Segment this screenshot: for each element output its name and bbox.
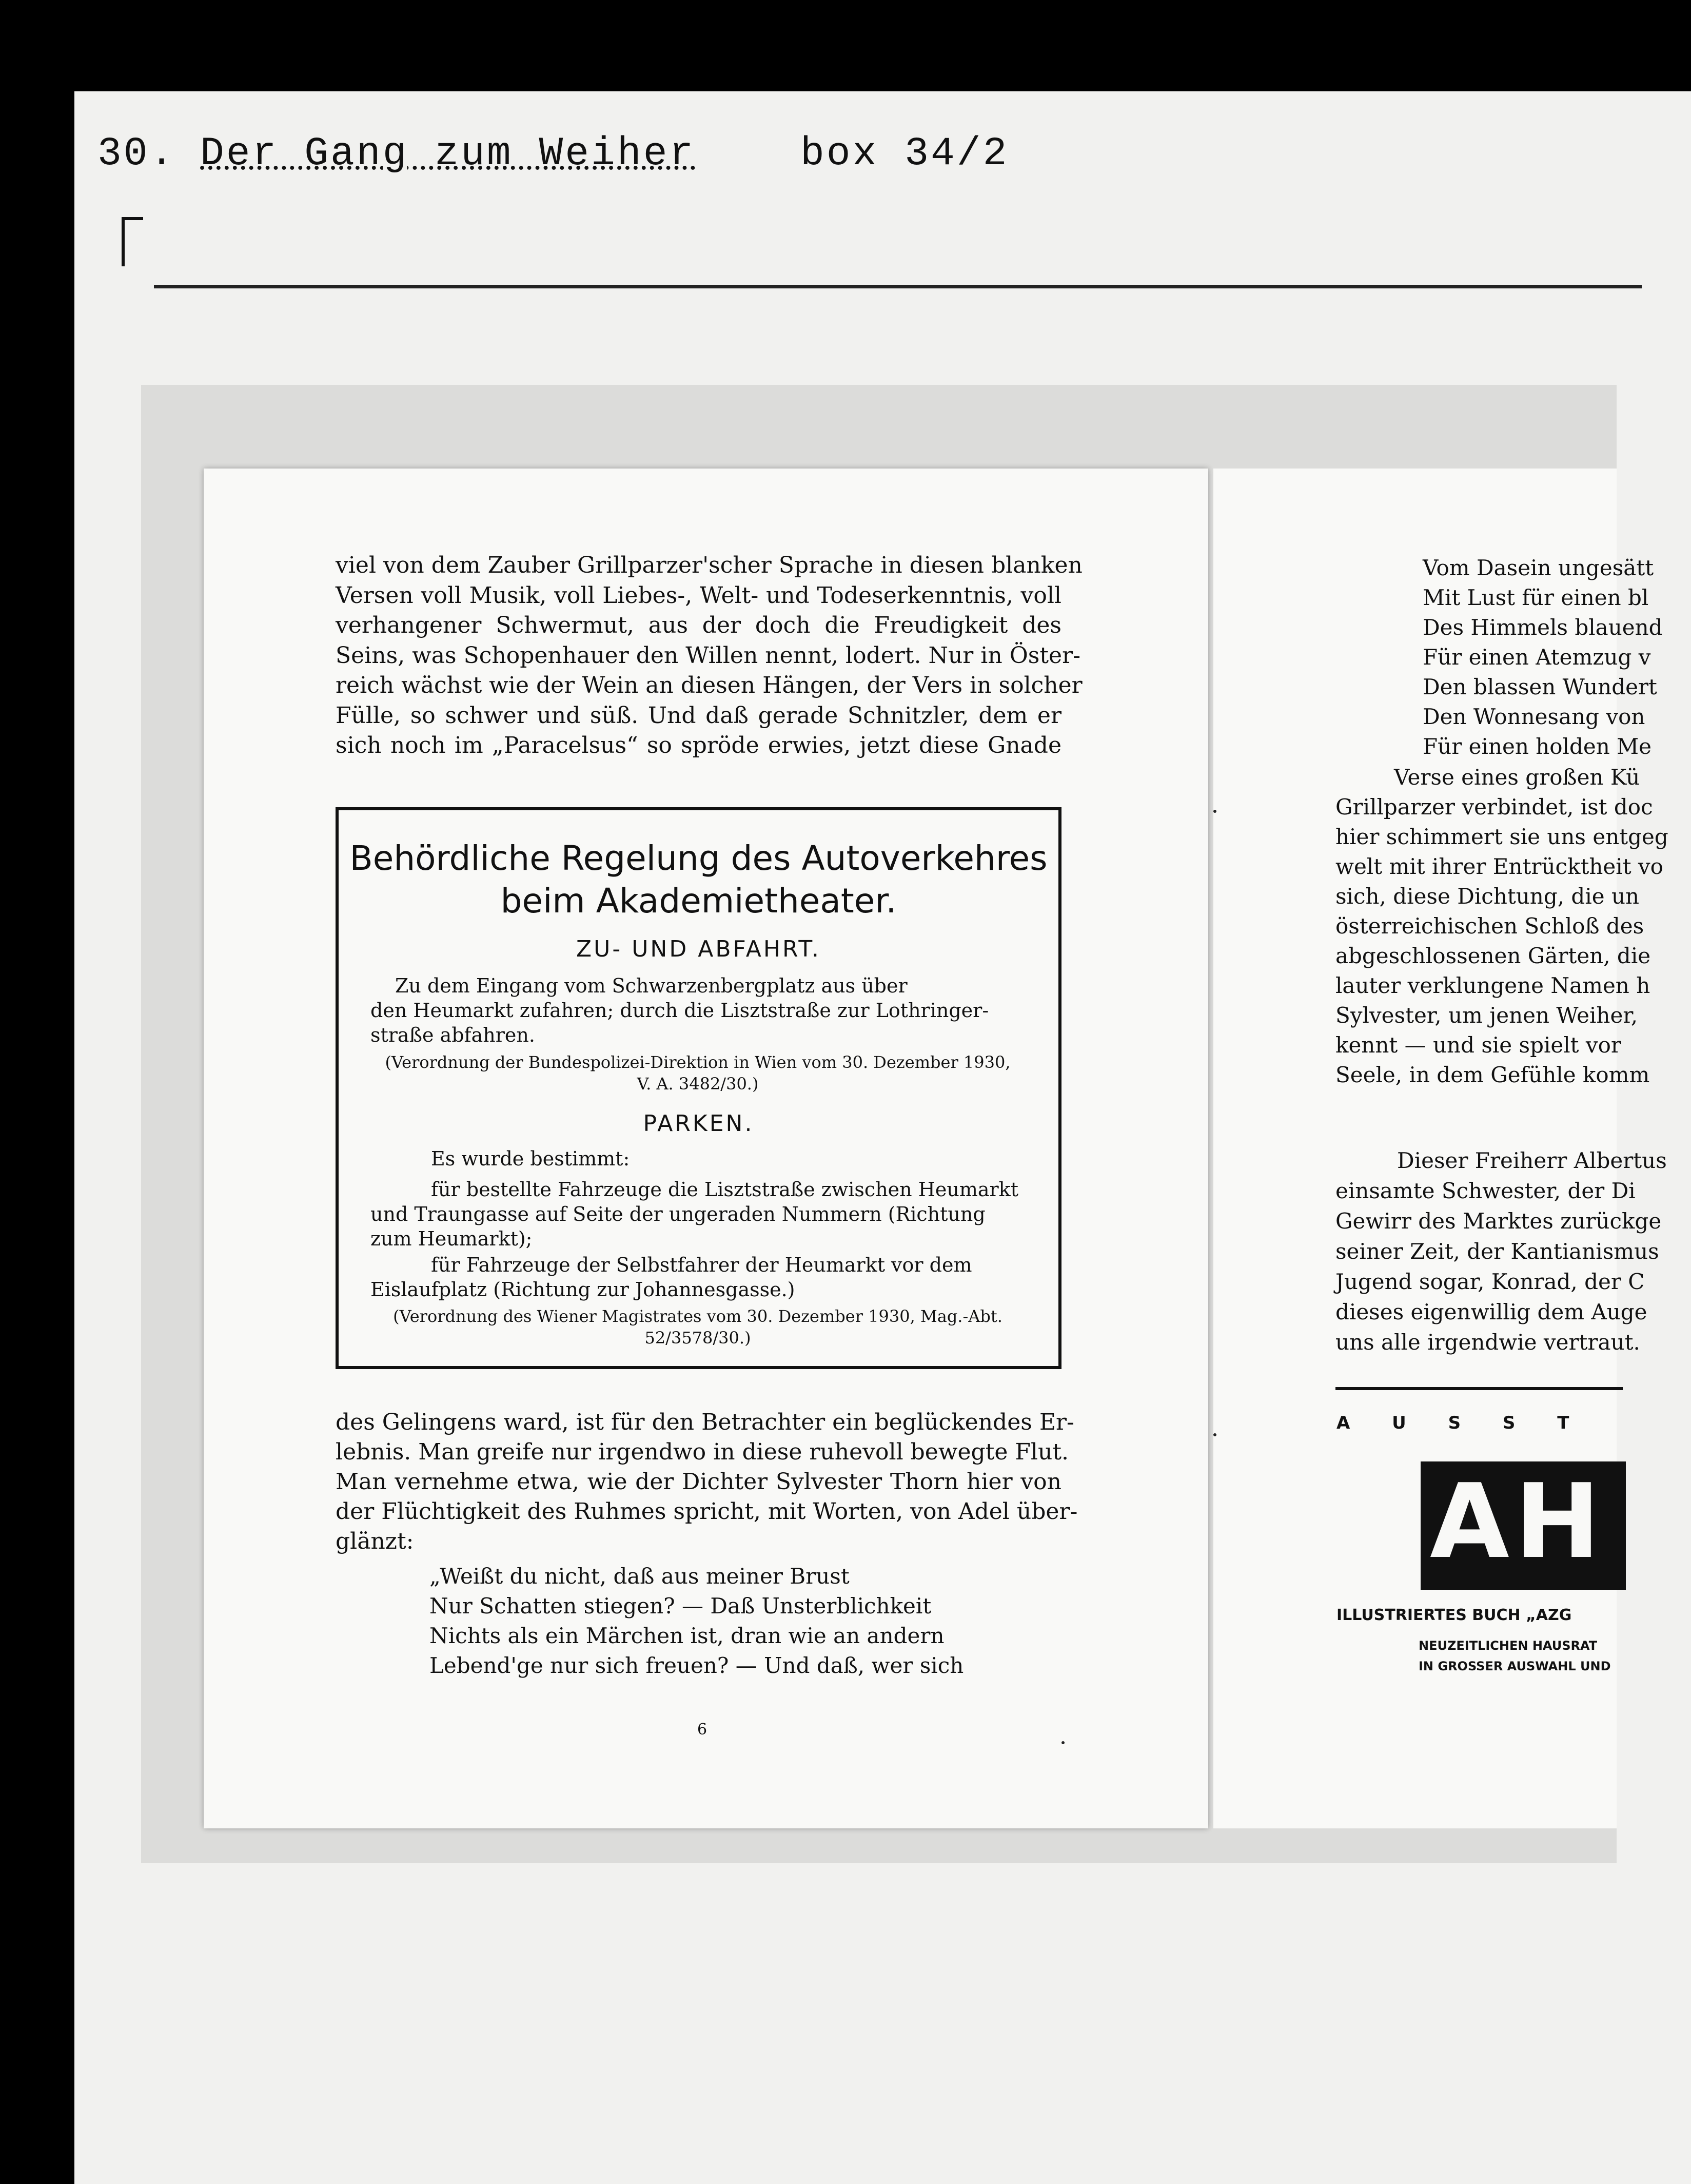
paragraph-line: kennt — und sie spielt vor [1335, 1032, 1621, 1058]
paragraph-line: Dieser Freiherr Albertus [1397, 1148, 1667, 1173]
ad-line: IN GROSSER AUSWAHL UND [1419, 1659, 1611, 1673]
notice-line: Eislaufplatz (Richtung zur Johannesgasse.) [370, 1278, 795, 1301]
paragraph-line: lebnis. Man greife nur irgendwo in diese ruhevoll bewegte Flut. [336, 1439, 1069, 1465]
paragraph-line: Seele, in dem Gefühle komm [1335, 1062, 1650, 1087]
notice-line: Zu dem Eingang vom Schwarzenbergplatz aus über [395, 974, 908, 997]
verse-line: Vom Dasein ungesätt [1423, 555, 1654, 580]
notice-title-line1: Behördliche Regelung des Autoverkehres [349, 839, 1048, 878]
ad-logo-text: AH [1430, 1462, 1606, 1582]
paragraph-line: welt mit ihrer Entrücktheit vo [1335, 854, 1663, 879]
paragraph-line: Sylvester, um jenen Weiher, [1335, 1003, 1638, 1028]
page-number: 6 [697, 1721, 707, 1739]
verse-line: Den blassen Wundert [1423, 674, 1657, 699]
verse-line: Lebend'ge nur sich freuen? — Und daß, wer sich [429, 1653, 964, 1678]
notice-citation: 52/3578/30.) [644, 1328, 751, 1348]
paragraph-line: Versen voll Musik, voll Liebes-, Welt- und Todeserkenntnis, voll [336, 582, 1061, 609]
paragraph-line: Fülle, so schwer und süß. Und daß gerade Schnitzler, dem er [336, 702, 1061, 729]
notice-citation: (Verordnung des Wiener Magistrates vom 30. Dezember 1930, Mag.-Abt. [393, 1306, 1002, 1326]
paragraph-line: viel von dem Zauber Grillparzer'scher Sprache in diesen blanken [336, 552, 1083, 578]
speck [1213, 1433, 1216, 1436]
notice-section1-heading: ZU- UND ABFAHRT. [576, 936, 821, 962]
paragraph-line: hier schimmert sie uns entgeg [1335, 824, 1668, 849]
ad-spaced-word: A U S S T [1336, 1413, 1569, 1433]
paragraph-line: des Gelingens ward, ist für den Betrachter ein beglückendes Er- [336, 1409, 1074, 1435]
paragraph-line: Seins, was Schopenhauer den Willen nennt, lodert. Nur in Öster- [336, 642, 1080, 669]
paragraph-line: Man vernehme etwa, wie der Dichter Sylvester Thorn hier von [336, 1469, 1061, 1495]
traffic-notice [336, 807, 1061, 1369]
verse-line: Für einen Atemzug v [1423, 645, 1651, 670]
ad-rule [1335, 1387, 1623, 1390]
typed-box-label: box 34/2 [800, 131, 1009, 177]
paragraph-line: Verse eines großen Kü [1394, 765, 1640, 790]
paragraph-line: reich wächst wie der Wein an diesen Hängen, der Vers in solcher [336, 672, 1083, 698]
verse-line: Mit Lust für einen bl [1423, 585, 1649, 610]
notice-citation: (Verordnung der Bundespolizei-Direktion in Wien vom 30. Dezember 1930, [385, 1052, 1011, 1072]
paragraph-line: uns alle irgendwie vertraut. [1335, 1330, 1640, 1355]
paragraph-line: sich noch im „Paracelsus“ so spröde erwies, jetzt diese Gnade [336, 732, 1061, 758]
speck [1213, 810, 1216, 813]
notice-line: und Traungasse auf Seite der ungeraden Nummern (Richtung [370, 1203, 986, 1225]
left-booklet-page [204, 469, 1208, 1828]
typed-title: Der Gang zum Weiher [200, 131, 696, 177]
notice-title-line2: beim Akademietheater. [500, 881, 897, 921]
paragraph-line: verhangener Schwermut, aus der doch die Freudigkeit des [336, 612, 1061, 638]
notice-line: zum Heumarkt); [370, 1227, 533, 1250]
paragraph-line: lauter verklungene Namen h [1335, 973, 1650, 998]
right-booklet-page [1213, 469, 1668, 1828]
notice-line: straße abfahren. [370, 1024, 535, 1046]
paragraph-line: dieses eigenwillig dem Auge [1335, 1299, 1647, 1324]
corner-mark [122, 217, 143, 266]
notice-line: den Heumarkt zufahren; durch die Lisztstraße zur Lothringer- [370, 999, 989, 1022]
paragraph-line: Gewirr des Marktes zurückge [1335, 1208, 1662, 1234]
notice-section2-heading: PARKEN. [643, 1110, 754, 1137]
notice-citation: V. A. 3482/30.) [637, 1074, 759, 1094]
verse-line: Nichts als ein Märchen ist, dran wie an andern [429, 1623, 945, 1648]
ad-caption: ILLUSTRIERTES BUCH „AZG [1336, 1606, 1572, 1624]
paragraph-line: seiner Zeit, der Kantianismus [1335, 1239, 1659, 1264]
notice-line: für Fahrzeuge der Selbstfahrer der Heumarkt vor dem [431, 1254, 972, 1276]
ad-logo [1421, 1461, 1626, 1590]
paragraph-line: sich, diese Dichtung, die un [1335, 884, 1640, 909]
speck [1061, 1741, 1065, 1744]
paragraph-line: abgeschlossenen Gärten, die [1335, 943, 1651, 968]
verse-line: „Weißt du nicht, daß aus meiner Brust [429, 1564, 850, 1589]
notice-line: für bestellte Fahrzeuge die Lisztstraße zwischen Heumarkt [431, 1178, 1018, 1201]
notice-line: Es wurde bestimmt: [431, 1147, 630, 1170]
ad-line: NEUZEITLICHEN HAUSRAT [1419, 1639, 1598, 1653]
paragraph-line: glänzt: [336, 1528, 414, 1554]
typed-item-number: 30. [97, 131, 176, 177]
paragraph-line: einsamte Schwester, der Di [1335, 1178, 1636, 1203]
verse-line: Den Wonnesang von [1423, 704, 1645, 729]
verse-line: Des Himmels blauend [1423, 615, 1663, 640]
paragraph-line: Grillparzer verbindet, ist doc [1335, 794, 1653, 820]
divider [154, 285, 1642, 288]
verse-line: Nur Schatten stiegen? — Daß Unsterblichkeit [429, 1593, 932, 1619]
paragraph-line: österreichischen Schloß des [1335, 913, 1644, 939]
verse-line: Für einen holden Me [1423, 734, 1651, 759]
paragraph-line: der Flüchtigkeit des Ruhmes spricht, mit Worten, von Adel über- [336, 1498, 1078, 1525]
paragraph-line: Jugend sogar, Konrad, der C [1335, 1269, 1645, 1294]
